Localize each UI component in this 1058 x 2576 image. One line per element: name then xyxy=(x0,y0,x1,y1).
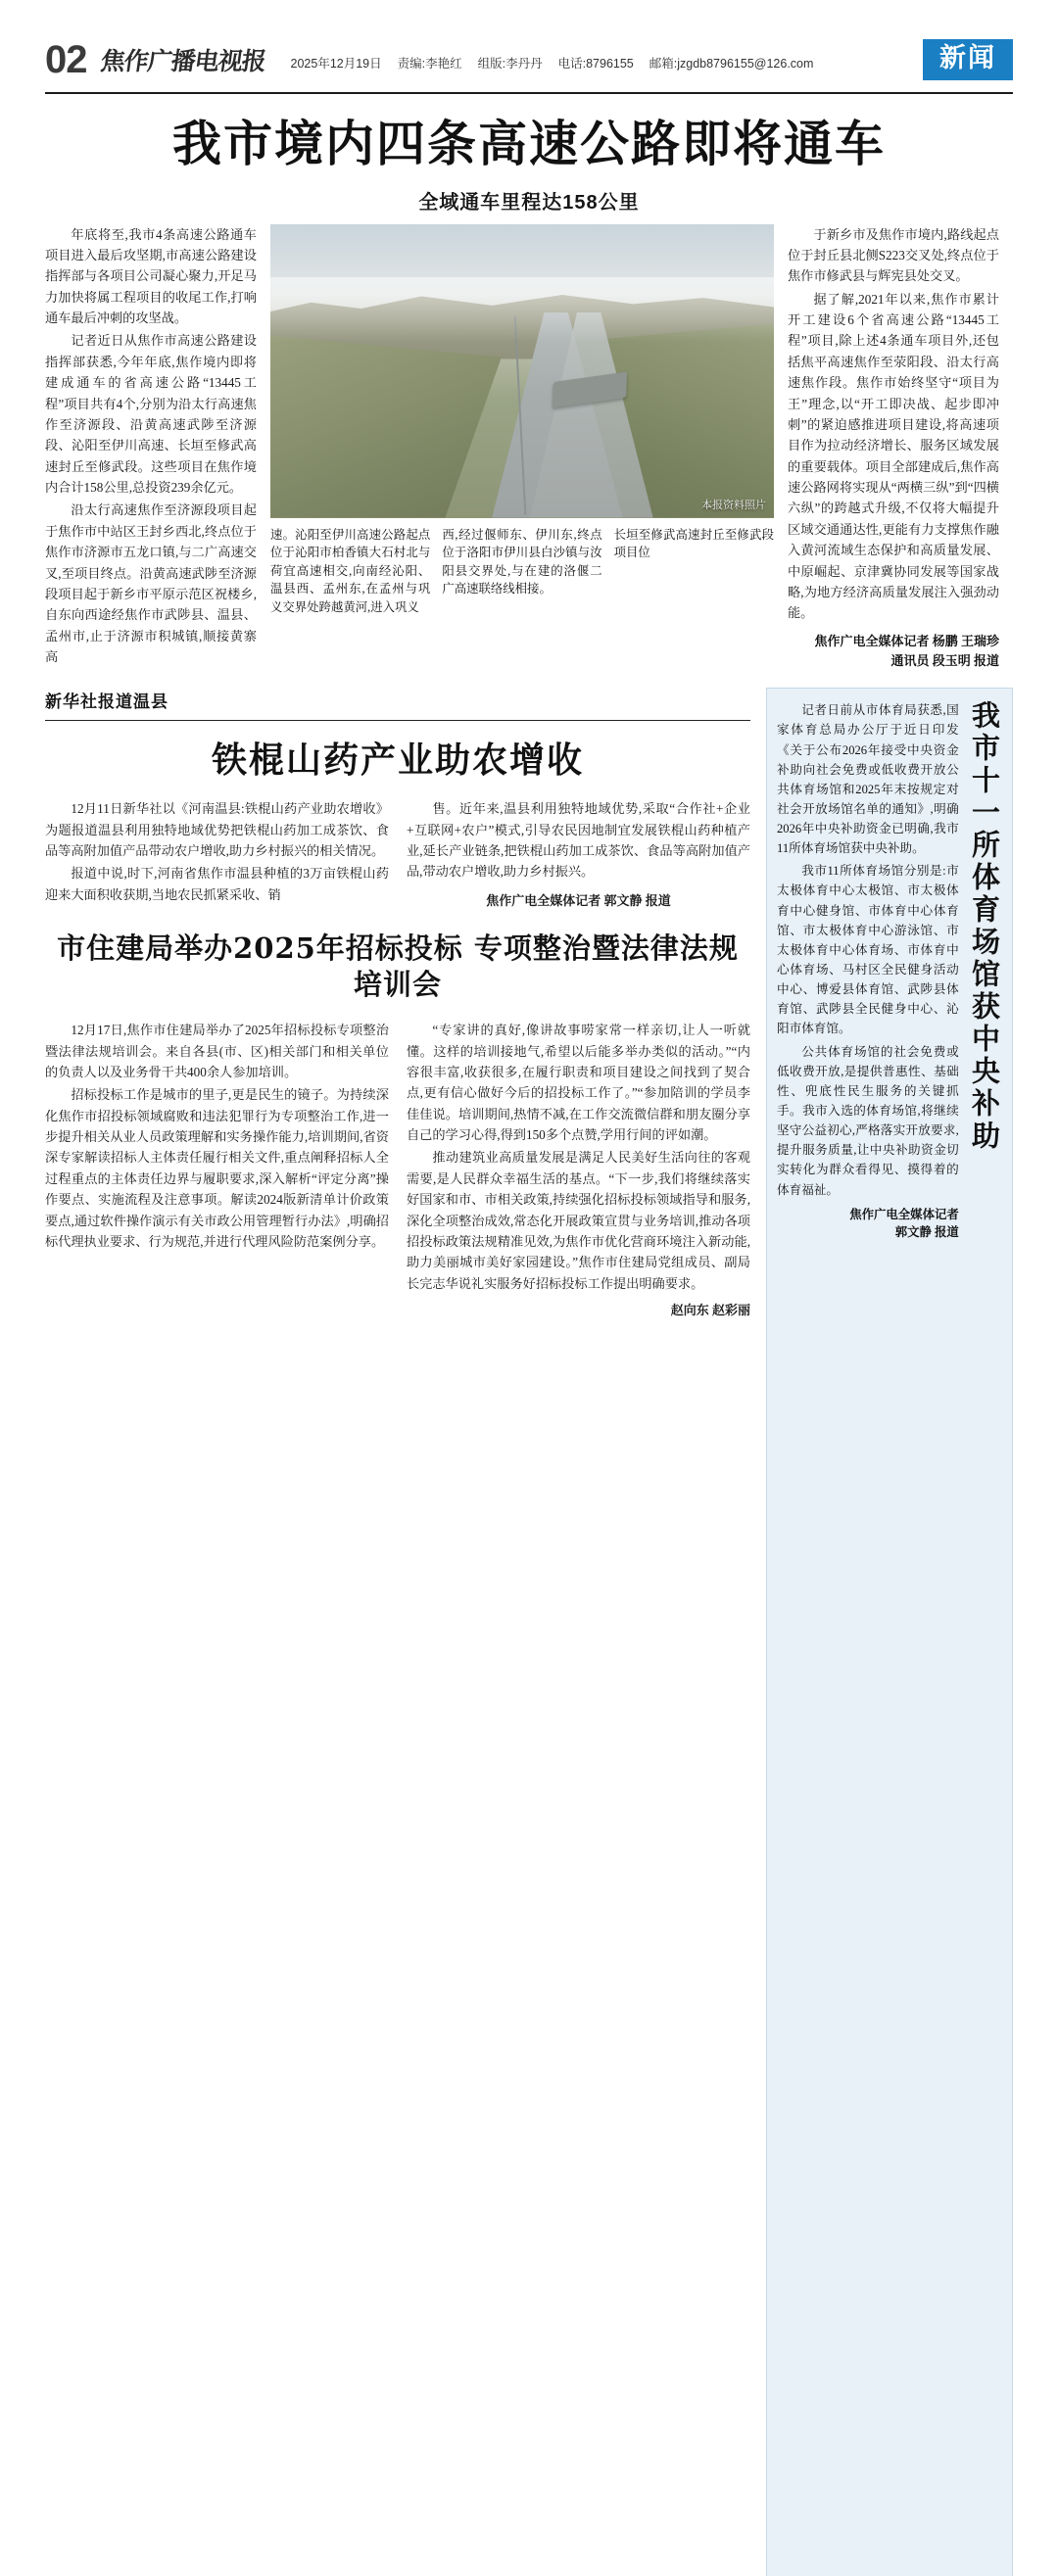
xinhua-sign: 焦作广电全媒体记者 郭文静 报道 xyxy=(486,892,671,908)
paragraph: 我市11所体育场馆分别是:市太极体育中心太极馆、市太极体育中心健身馆、市体育中心体育馆、市太极体育中心游泳馆、市太极体育中心体育场、市体育中心体育场、马村区全民健身活动中心、博爱县体育馆、武陟县体育馆、武陟县全民健身中心、沁阳市体育馆。 xyxy=(777,864,959,1036)
housing-headline: 市住建局举办2025年招标投标 专项整治暨法律法规培训会 xyxy=(57,930,739,1002)
typesetter-credit: 组版:李丹丹 xyxy=(477,57,543,71)
housing-column-2 xyxy=(407,1020,750,1320)
paragraph: “专家讲的真好,像讲故事唠家常一样亲切,让人一听就懂。这样的培训接地气,希望以后能多举办类似的活动。”“内容很丰富,收获很多,在履行职责和项目建设之间找到了契合点,更有信心做好今后的招投标工作了。”“参加陪训的学员李佳佳说。培训期间,热情不减,在工作交流微信群和朋友圈分享自己的学习心得,得到150多个点赞,学用行间的评如潮。 xyxy=(407,1023,750,1143)
caption-part: 速。沁阳至伊川高速公路起点位于沁阳市柏香镇大石村北与荷宜高速相交,向南经沁阳、温县西、孟州东,在孟州与巩义交界处跨越黄河,进入巩义 xyxy=(270,527,431,614)
xinhua-column-1 xyxy=(45,798,389,911)
editor-credit: 责编:李艳红 xyxy=(397,57,462,71)
section-badge: 新闻 xyxy=(923,39,1013,81)
paragraph: 年底将至,我市4条高速公路通车项目进入最后攻坚期,市高速公路建设指挥部与各项目公司凝心聚力,开足马力加快将属工程项目的收尾工作,打响通车最后冲刺的攻坚战。 xyxy=(45,226,257,325)
paragraph: 记者日前从市体育局获悉,国家体育总局办公厅于近日印发《关于公布2026年接受中央资金补助向社会免费或低收费开放公共体育场馆和2025年末按规定对社会开放场馆名单的通知》,明确2026年中央补助资金已明确,我市11所体育场馆获中央补助。 xyxy=(777,703,959,856)
lead-byline xyxy=(788,632,999,673)
publish-date: 2025年12月19日 xyxy=(290,57,382,71)
middle-band xyxy=(45,688,1013,2576)
housing-column-1 xyxy=(45,1020,389,1320)
photo-credit: 本报资料照片 xyxy=(701,499,766,511)
paragraph: 售。近年来,温县利用独特地域优势,采取“合作社+企业+互联网+农户”模式,引导农民因地制宜发展铁棍山药种植产业,延长产业链条,把铁棍山药加工成茶饮、食品等高附加值产品,带动农户增收,助力乡村振兴。 xyxy=(407,801,750,880)
paragraph: 推动建筑业高质量发展是满足人民美好生活向往的客观需要,是人民群众幸福生活的基点。“下一步,我们将继续落实好国家和市、市相关政策,持续强化招标投标领域指导和服务,深化全项整治成效,常态化开展政策宣贯与业务培训,推动各项招投标政策法规精准见效,为焦作市优化营商环境注入新动能,助力美丽城市美好家园建设。”焦作市住建局党组成员、副局长完志华说礼实服务好招标投标工作提出明确要求。 xyxy=(407,1150,750,1291)
kicker-divider xyxy=(45,720,750,721)
photo-haze xyxy=(270,277,774,342)
paragraph: 公共体育场馆的社会免费或低收费开放,是提供普惠性、基础性、兜底性民生服务的关键抓手。我市入选的体育场馆,将继续坚守公益初心,严格落实开放要求,提升服务质量,让中央补助资金切实转化为群众看得见、摸得着的体育福祉。 xyxy=(777,1044,959,1197)
photo-caption xyxy=(270,526,774,617)
xinhua-body xyxy=(45,798,750,911)
sports-body xyxy=(777,700,959,2576)
lead-story xyxy=(45,224,1013,673)
sports-sign xyxy=(777,1206,959,1242)
masthead xyxy=(45,33,1013,86)
caption-part: 长垣至修武高速封丘至修武段项目位 xyxy=(613,527,774,560)
lead-headline-block xyxy=(45,94,1013,224)
byline-line: 焦作广电全媒体记者 杨鹏 王瑞珍 xyxy=(814,633,999,648)
xinhua-column-2 xyxy=(407,798,750,911)
housing-sign: 赵向东 赵彩丽 xyxy=(670,1303,750,1318)
caption-part: 西,经过偃师东、伊川东,终点位于洛阳市伊川县白沙镇与汝阳县交界处,与在建的洛偃二广高速联络线相接。 xyxy=(442,527,602,596)
lead-column-center xyxy=(270,224,774,617)
sign-line: 郭文静 报道 xyxy=(894,1225,959,1240)
paragraph: 记者近日从焦作市高速公路建设指挥部获悉,今年年底,焦作境内即将建成通车的省高速公路“13445工程”项目共有4个,分别为沿太行高速焦作至济源段、沿黄高速武陟至济源段、沁阳至伊川高速、长垣至修武高速封丘至修武段。这些项目在焦作境内合计158公里,总投资239余亿元。 xyxy=(45,333,257,495)
sports-sidebar xyxy=(766,688,1013,2576)
byline-line: 通讯员 段玉明 报道 xyxy=(890,653,999,669)
email-address: 邮箱:jzgdb8796155@126.com xyxy=(649,57,814,71)
highway-photo xyxy=(270,224,774,518)
paragraph: 沿太行高速焦作至济源段项目起于焦作市中站区王封乡西北,终点位于焦作市济源市五龙口镇,与二广高速交叉,至项目终点。沿黄高速武陟至济源段项目起于新乡市平原示范区祝楼乡,自东向西途经焦作市武陟县、温县、孟州市,止于济源市积城镇,顺接黄寨高 xyxy=(45,502,257,664)
paper-logo: 焦作广播电视报 xyxy=(98,47,267,75)
page-title: 我市境内四条高速公路即将通车 xyxy=(172,115,886,172)
xinhua-headline: 铁棍山药产业助农增收 xyxy=(211,739,584,782)
masthead-meta xyxy=(291,48,814,72)
band-left-column xyxy=(45,688,750,2576)
xinhua-kicker: 新华社报道温县 xyxy=(45,692,168,713)
paragraph: 报道中说,时下,河南省焦作市温县种植的3万亩铁棍山药迎来大面积收获期,当地农民抓紧采收、销 xyxy=(45,866,389,902)
phone-number: 电话:8796155 xyxy=(557,57,634,71)
paragraph: 12月11日新华社以《河南温县:铁棍山药产业助农增收》为题报道温县利用独特地域优势把铁棍山药加工成茶饮、食品等高附加值产品带动农户增收,助力乡村振兴的相关情况。 xyxy=(45,801,389,858)
lead-column-right xyxy=(788,224,999,673)
lead-column-left xyxy=(45,224,257,670)
paragraph: 于新乡市及焦作市境内,路线起点位于封丘县北侧S223交叉处,终点位于焦作市修武县与辉宪县处交叉。 xyxy=(788,226,999,284)
sign-line: 焦作广电全媒体记者 xyxy=(849,1207,959,1221)
paragraph: 招标投标工作是城市的里子,更是民生的镜子。为持续深化焦作市招投标领域腐败和违法犯罪行为专项整治工作,进一步提升相关从业人员政策理解和实务操作能力,培训期间,省资深专家解读招标人主体责任履行相关文件,重点阐释招标人全过程重点的主体责任边界与履职要求,深入解析“评定分离”操作要点、实施流程及注意事项。解读2024版新清单计价政策要点,通过软件操作演示有关市政公用管理暂行办法》,明确招标代理执业要求、行为规范,并进行代理风险防范案例分享。 xyxy=(45,1087,389,1249)
lead-subheadline: 全域通车里程达158公里 xyxy=(418,191,640,214)
paragraph: 12月17日,焦作市住建局举办了2025年招标投标专项整治暨法律法规培训会。来自各县(市、区)相关部门和相关单位的负责人以及业务骨干共400余人参加培训。 xyxy=(45,1023,389,1079)
paragraph: 据了解,2021年以来,焦作市累计开工建设6个省高速公路“13445工程”项目,除上述4条通车项目外,还包括焦平高速焦作至荥阳段、沿太行高速焦作段。焦作市始终坚守“项目为王”理念,以“开工即决战、起步即冲刺”的紧迫感推进项目建设,将高速项目作为拉动经济增长、服务区域发展的重要载体。项目全部建成后,焦作高速公路网将实现从“两横三纵”到“四横六纵”的跨越式升级,不仅将大幅提升区域交通通达性,更能有力支撑焦作融入黄河流域生态保护和高质量发展、中原崛起、京津冀协同发展等国家战略,为地方经济高质量发展注入强劲动能。 xyxy=(788,291,999,621)
housing-body xyxy=(45,1020,750,1320)
sports-vertical-headline: 我市十一所体育场馆获中央补助 xyxy=(968,700,1001,1154)
page-number: 02 xyxy=(45,37,87,81)
